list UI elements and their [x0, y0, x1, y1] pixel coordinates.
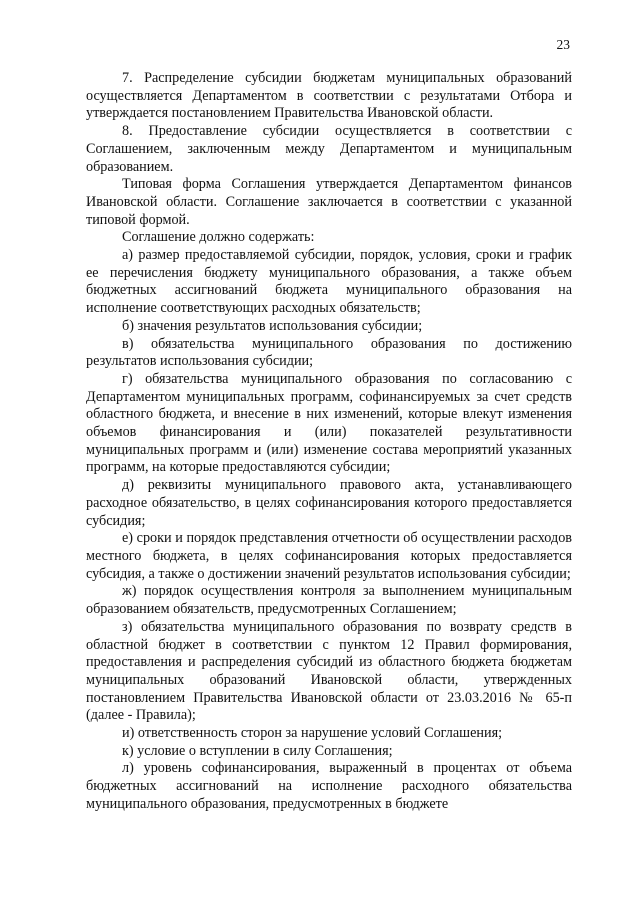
- list-item-a: а) размер предоставляемой субсидии, порядок, условия, сроки и график ее перечисления бюджету муниципального образования, а также объем бюджетных ассигнований бюджета муниципального образования на исполнение соответствующих расходных обязательств;: [86, 247, 572, 317]
- paragraph-item-7-distribution: 7. Распределение субсидии бюджетам муниципальных образований осуществляется Департаментом в соответствии с результатами Отбора и утверждается постановлением Правительства Ивановской области.: [86, 70, 572, 122]
- list-item-v: в) обязательства муниципального образования по достижению результатов использования субсидии;: [86, 335, 572, 370]
- list-item-e: е) сроки и порядок представления отчетности об осуществлении расходов местного бюджета, в целях софинансирования которых предоставляется субсидия, а также о достижении значений результатов использования субсидии;: [86, 530, 572, 582]
- paragraph-item-8-provision: 8. Предоставление субсидии осуществляется в соответствии с Соглашением, заключенным между Департаментом и муниципальным образованием.: [86, 123, 572, 175]
- list-item-k: к) условие о вступлении в силу Соглашения;: [122, 742, 393, 759]
- paragraph-agreement-contents-intro: Соглашение должно содержать:: [122, 229, 315, 246]
- paragraph-agreement-form: Типовая форма Соглашения утверждается Департаментом финансов Ивановской области. Соглашение заключается в соответствии с указанной типовой формой.: [86, 176, 572, 228]
- list-item-z: з) обязательства муниципального образования по возврату средств в областной бюджет в соответствии с пунктом 12 Правил формирования, предоставления и распределения субсидий из областного бюджета бюджетам муниципальных образований Ивановской области, утвержденных постановлением Правительства Ивановской области от 23.03.2016 № 65-п (далее - Правила);: [86, 618, 572, 724]
- list-item-l: л) уровень софинансирования, выраженный в процентах от объема бюджетных ассигнований на исполнение расходного обязательства муниципального образования, предусмотренных в бюджете: [86, 760, 572, 812]
- list-item-g: г) обязательства муниципального образования по согласованию с Департаментом муниципальных программ, софинансируемых за счет средств областного бюджета, и внесение в них изменений, которые влекут изменения объемов финансирования и (или) показателей результативности муниципальных программ и (или) изменение состава мероприятий указанных программ, на которые предоставляются субсидии;: [86, 370, 572, 476]
- list-item-b: б) значения результатов использования субсидии;: [122, 317, 423, 334]
- list-item-zh: ж) порядок осуществления контроля за выполнением муниципальным образованием обязательств, предусмотренных Соглашением;: [86, 583, 572, 618]
- list-item-d: д) реквизиты муниципального правового акта, устанавливающего расходное обязательство, в целях софинансирования которого предоставляется субсидия;: [86, 477, 572, 529]
- document-body: [86, 70, 572, 814]
- list-item-i: и) ответственность сторон за нарушение условий Соглашения;: [122, 725, 503, 742]
- page-number: 23: [556, 37, 570, 52]
